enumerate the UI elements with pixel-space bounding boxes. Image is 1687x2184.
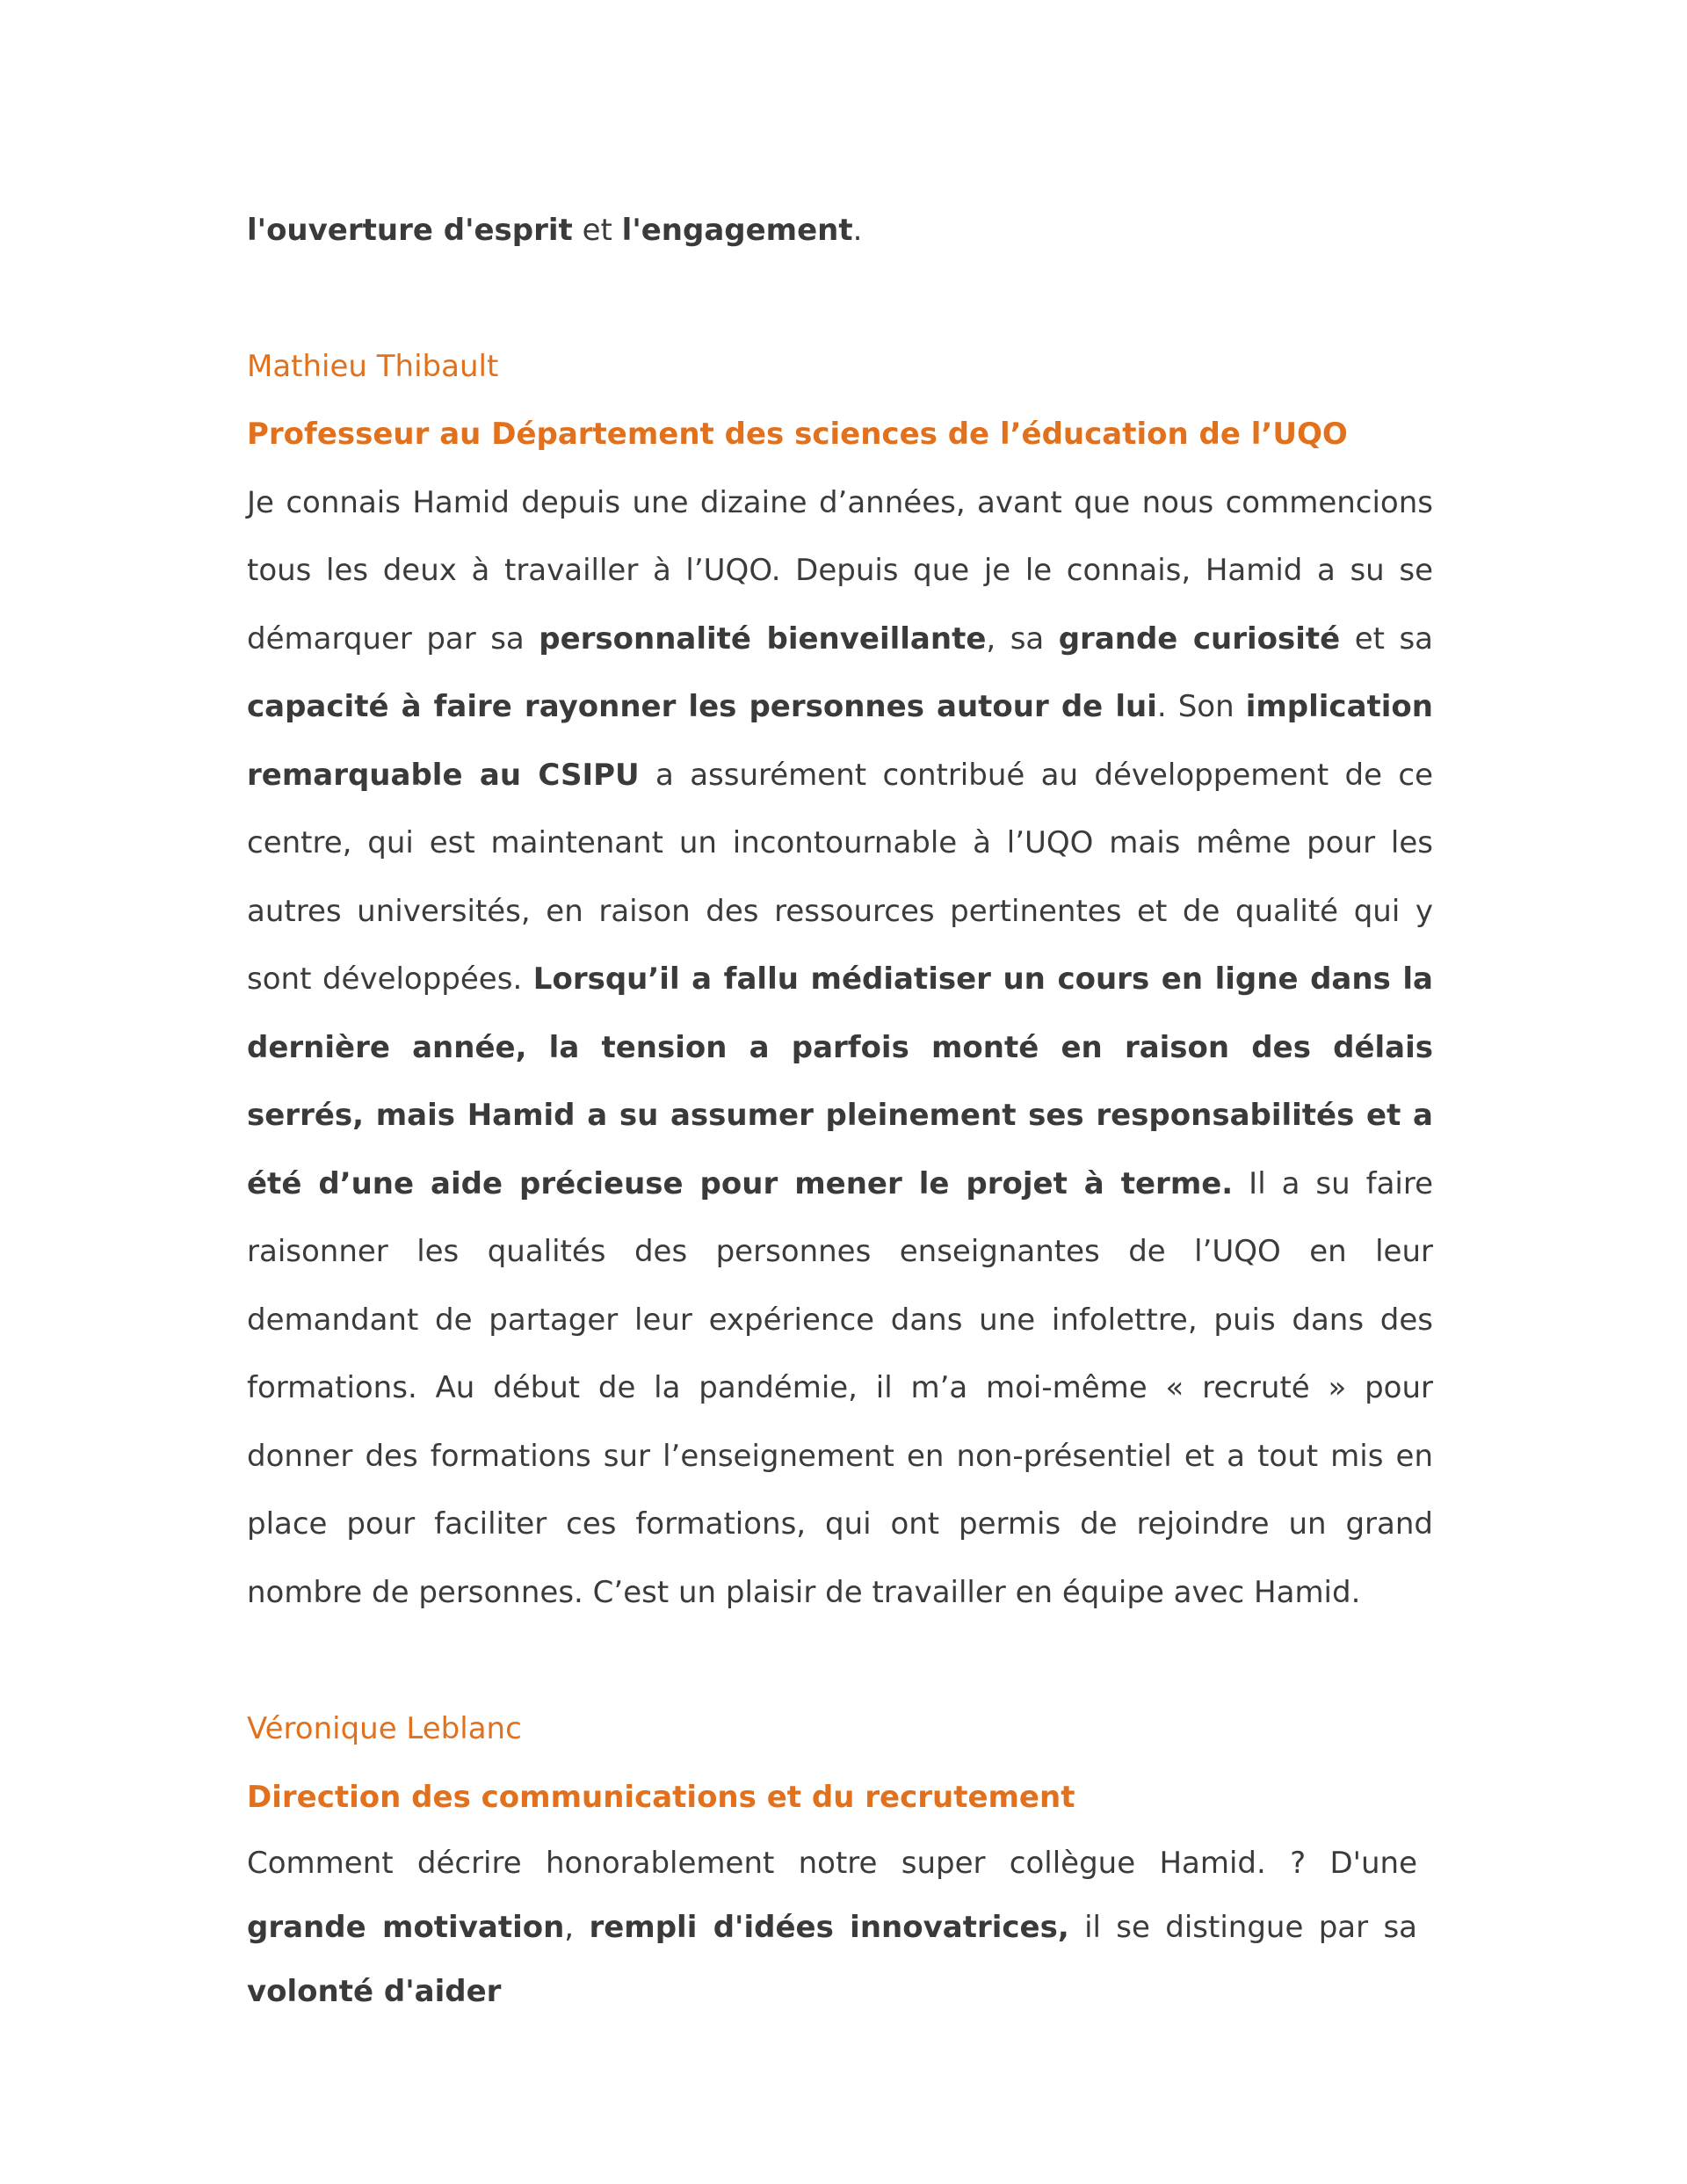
text-run: a assurément contribué au développement de ce centre, qui est maintenant un incontournable à l’UQO mais même pour les autres universités, en raison des ressources pertinentes et de qualité qui y sont développées. bbox=[247, 757, 1433, 997]
text-run: , sa bbox=[986, 620, 1059, 657]
text-run: . bbox=[852, 213, 863, 248]
testimonial-mathieu bbox=[247, 469, 1433, 1628]
author-name-mathieu: Mathieu Thibault bbox=[247, 348, 499, 384]
spacer bbox=[247, 265, 1433, 333]
author-role-mathieu: Professeur au Département des sciences de l’éducation de l’UQO bbox=[247, 417, 1348, 452]
bold-phrase: grande curiosité bbox=[1058, 620, 1341, 657]
intro-paragraph bbox=[247, 197, 1433, 265]
text-run: et bbox=[572, 213, 622, 248]
bold-phrase: personnalité bienveillante bbox=[539, 620, 987, 657]
bold-phrase: Lorsqu’il a fallu médiatiser un cours en ligne dans la dernière année, la tension a parfois monté en raison des délais serrés, mais Hamid a su assumer pleinement ses responsabilités et a été d’une aide précieuse pour mener le projet à terme. bbox=[247, 961, 1433, 1201]
text-run: Il a su faire raisonner les qualités des personnes enseignantes de l’UQO en leur demandant de partager leur expérience dans une infolettre, puis dans des formations. Au début de la pandémie, il m’a moi-même « recruté » pour donner des formations sur l’enseignement en non-présentiel et a tout mis en place pour faciliter ces formations, qui ont permis de rejoindre un grand nombre de personnes. C’est un plaisir de travailler en équipe avec Hamid. bbox=[247, 1165, 1433, 1610]
testimonial-veronique bbox=[247, 1832, 1417, 2024]
text-run: et sa bbox=[1340, 620, 1433, 657]
bold-phrase: rempli d'idées innovatrices, bbox=[589, 1910, 1069, 1945]
text-run: , bbox=[564, 1910, 590, 1945]
bold-phrase: l'engagement bbox=[621, 213, 853, 248]
text-run: Comment décrire honorablement notre super collègue Hamid. ? D'une bbox=[247, 1846, 1417, 1881]
text-run: . Son bbox=[1156, 689, 1246, 724]
bold-phrase: volonté d'aider bbox=[247, 1974, 502, 2009]
bold-phrase: l'ouverture d'esprit bbox=[247, 213, 573, 248]
bold-phrase: capacité à faire rayonner les personnes autour de lui bbox=[247, 689, 1157, 724]
text-run: il se distingue par sa bbox=[1068, 1910, 1418, 1945]
spacer bbox=[247, 1627, 1433, 1695]
document-page bbox=[247, 197, 1433, 2024]
author-role-veronique: Direction des communications et du recrutement bbox=[247, 1779, 1075, 1815]
text-run: Je connais Hamid depuis une dizaine d’années, avant que nous commencions tous les deux à travailler à l’UQO. Depuis que je le connais, Hamid a su se démarquer par sa bbox=[247, 484, 1433, 657]
bold-phrase: implication remarquable au CSIPU bbox=[247, 689, 1433, 793]
bold-phrase: grande motivation bbox=[247, 1910, 565, 1945]
author-name-veronique: Véronique Leblanc bbox=[247, 1711, 522, 1746]
